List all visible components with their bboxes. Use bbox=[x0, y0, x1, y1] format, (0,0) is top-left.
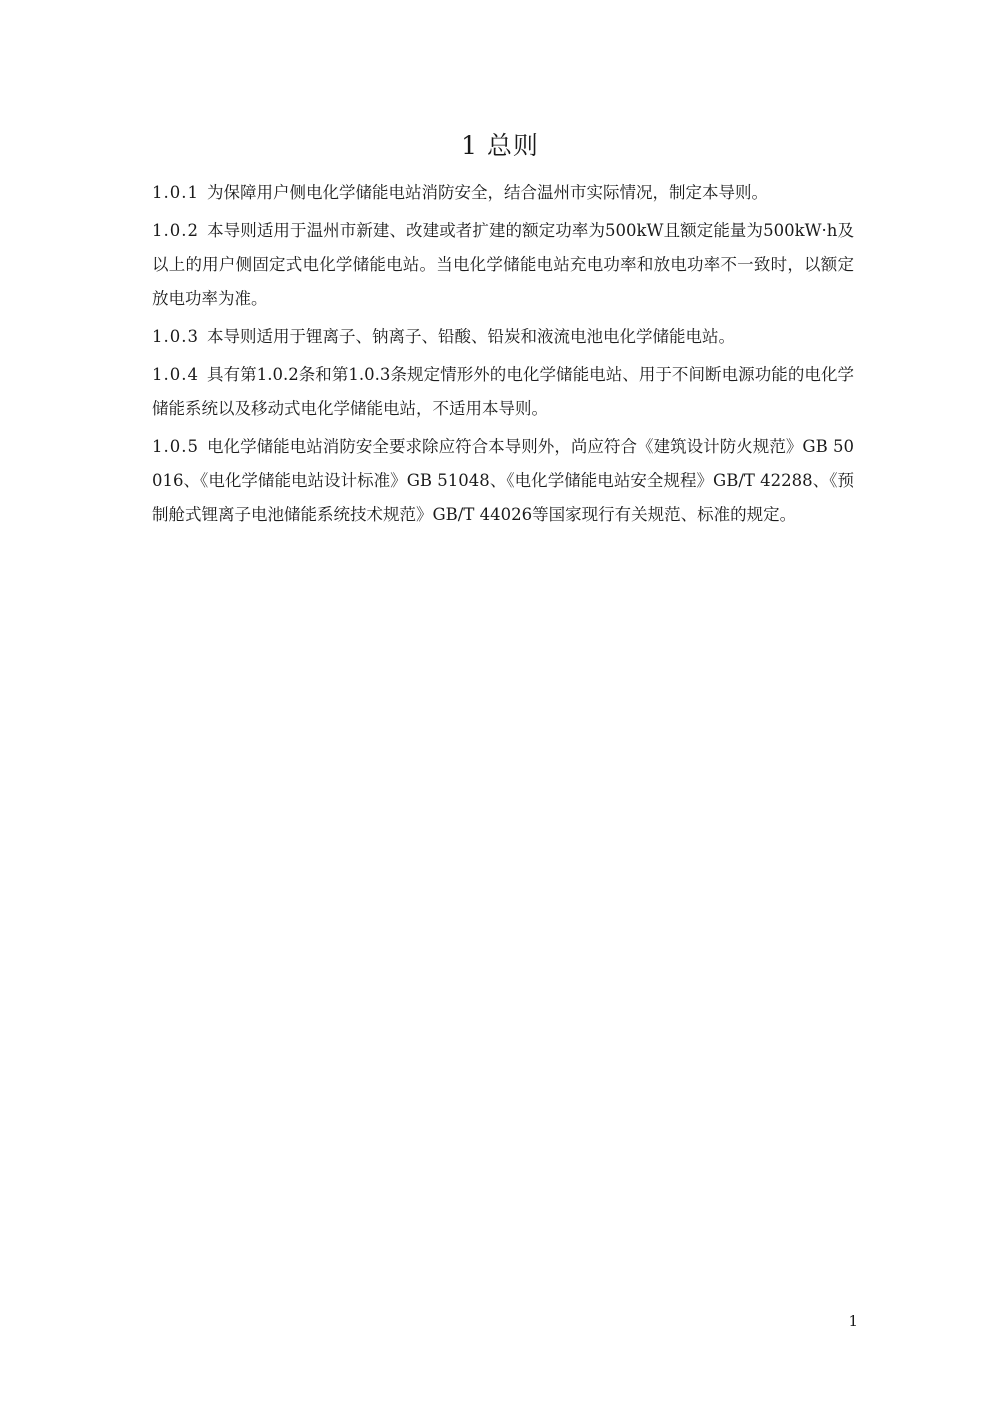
page-number: 1 bbox=[848, 1312, 858, 1330]
clause-text: 本导则适用于温州市新建、改建或者扩建的额定功率为500kW且额定能量为500kW·h及以上的用户侧固定式电化学储能电站。当电化学储能电站充电功率和放电功率不一致时，以额定放电功率为准。 bbox=[152, 221, 854, 308]
clause-number: 1.0.2 bbox=[152, 221, 199, 240]
clause-1-0-4 bbox=[152, 358, 854, 426]
clause-text: 具有第1.0.2条和第1.0.3条规定情形外的电化学储能电站、用于不间断电源功能的电化学储能系统以及移动式电化学储能电站，不适用本导则。 bbox=[152, 365, 854, 418]
chapter-title: 1 总则 bbox=[461, 131, 539, 160]
clause-text: 为保障用户侧电化学储能电站消防安全，结合温州市实际情况，制定本导则。 bbox=[206, 183, 768, 202]
clause-1-0-3 bbox=[152, 320, 854, 354]
clause-1-0-2 bbox=[152, 214, 854, 316]
clause-number: 1.0.5 bbox=[152, 437, 199, 456]
clause-text: 本导则适用于锂离子、钠离子、铅酸、铅炭和液流电池电化学储能电站。 bbox=[206, 327, 735, 346]
clause-number: 1.0.1 bbox=[152, 183, 199, 202]
clause-1-0-5 bbox=[152, 430, 854, 532]
clause-number: 1.0.4 bbox=[152, 365, 199, 384]
clause-text: 电化学储能电站消防安全要求除应符合本导则外，尚应符合《建筑设计防火规范》GB 50016、《电化学储能电站设计标准》GB 51048、《电化学储能电站安全规程》GB/T 42288、《预制舱式锂离子电池储能系统技术规范》GB/T 44026等国家现行有关规范、标准的规定。 bbox=[152, 437, 854, 524]
clause-number: 1.0.3 bbox=[152, 327, 199, 346]
clause-list bbox=[152, 176, 854, 536]
clause-1-0-1 bbox=[152, 176, 854, 210]
